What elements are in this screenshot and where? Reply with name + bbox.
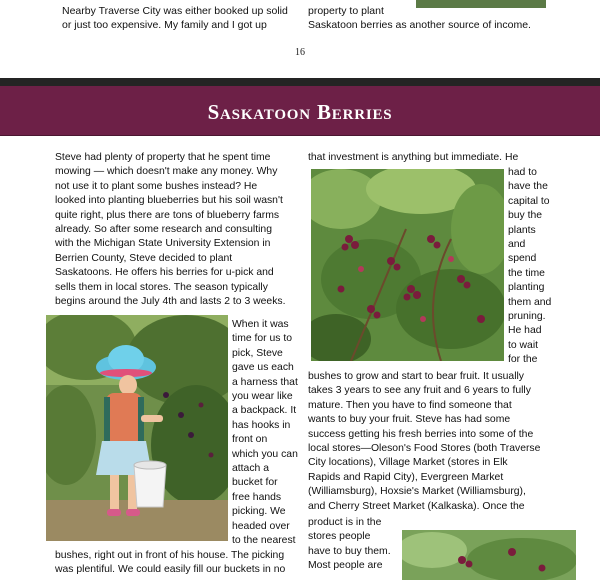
text-line: already. So after some research and consulting (55, 224, 272, 236)
previous-page-left-text (62, 4, 288, 32)
text-line: which you can (232, 448, 298, 460)
text-line: Saskatoon berries as another source of income. (308, 19, 531, 31)
text-line: looked into planting blueberries but his soil wasn't (55, 195, 283, 207)
text-line: sells them in local stores. The season typically (55, 281, 268, 293)
text-line: picking. We (232, 506, 286, 518)
text-line: City locations), Village Market (stores in Elk (308, 457, 508, 469)
text-line: capital to (508, 195, 550, 207)
page-divider (0, 78, 600, 86)
text-line: attach a (232, 463, 269, 475)
text-line: stores people (308, 531, 371, 543)
text-line: front on (232, 434, 268, 446)
page-number: 16 (295, 47, 305, 58)
text-line: with the Michigan State University Extension in (55, 238, 271, 250)
column-1-intro (55, 151, 285, 309)
text-line: Saskatoons. He offers his berries for u-pick and (55, 267, 274, 279)
text-line: (Williamsburg), Hoxsie's Market (Williamsburg), (308, 486, 526, 498)
text-line: headed over (232, 520, 290, 532)
text-line: has hooks in (232, 419, 291, 431)
text-line: time for us to (232, 333, 293, 345)
previous-page-right-text (308, 4, 531, 32)
text-line: to wait (508, 339, 539, 351)
text-line: buy the (508, 210, 543, 222)
text-line: or just too expensive. My family and I got up (62, 19, 267, 31)
text-line: planting (508, 282, 545, 294)
text-line: plants (508, 224, 536, 236)
text-line: and Cherry Street Market (Kalkaska). Once the (308, 500, 525, 512)
text-line: Rapids and Rapid City), Evergreen Market (308, 471, 504, 483)
text-line: mowing — which doesn't make any money. Why (55, 166, 278, 178)
text-line: When it was (232, 319, 289, 330)
text-line: Steve had plenty of property that he spent time (55, 152, 271, 163)
column-2-first-line (308, 151, 518, 165)
text-line: pick, Steve (232, 347, 283, 359)
text-line: was plentiful. We could easily fill our buckets in no (55, 564, 286, 576)
article-title-banner (0, 86, 600, 136)
column-2-bottom-text (308, 516, 391, 574)
text-line: that investment is anything but immediate. He (308, 152, 519, 163)
text-line: local stores—Oleson's Food Stores (both Traverse (308, 443, 541, 455)
text-line: success getting his fresh berries into some of the (308, 428, 534, 440)
text-line: have the (508, 181, 548, 193)
text-line: to the nearest (232, 535, 296, 547)
child-picking-photo (46, 315, 228, 541)
text-line: have to buy them. (308, 545, 391, 557)
text-line: spend (508, 253, 537, 265)
text-line: property to plant (308, 5, 384, 17)
text-line: bushes to grow and start to bear fruit. It usually (308, 371, 525, 382)
text-line: Berrien County, Steve decided to plant (55, 252, 233, 264)
column-2-middle-text (308, 370, 540, 514)
text-line: bushes, right out in front of his house. The picking (55, 550, 285, 561)
text-line: Most people are (308, 560, 383, 572)
text-line: Nearby Traverse City was either booked up solid (62, 5, 288, 17)
text-line: mature. Then you have to find someone that (308, 399, 512, 411)
berries-closeup-photo (402, 530, 576, 580)
text-line: product is in the (308, 517, 382, 528)
text-line: a harness that (232, 376, 298, 388)
text-line: a backpack. It (232, 405, 297, 417)
text-line: begins around the July 4th and lasts 2 to 3 weeks. (55, 296, 286, 308)
text-line: pruning. (508, 311, 546, 323)
text-line: you wear like (232, 391, 293, 403)
text-line: quite right, plus there are tons of blueberry farms (55, 209, 280, 221)
column-1-side-text (232, 318, 298, 549)
text-line: for the (508, 354, 538, 366)
previous-page-fragment (0, 0, 600, 78)
column-2-side-text (508, 166, 551, 368)
berry-bush-photo (311, 169, 504, 361)
text-line: had to (508, 167, 537, 178)
text-line: and (508, 239, 526, 251)
text-line: free hands (232, 491, 282, 503)
text-line: not use it to plant some bushes instead? He (55, 180, 258, 192)
text-line: gave us each (232, 362, 294, 374)
text-line: He had (508, 325, 542, 337)
text-line: them and (508, 296, 552, 308)
text-line: wants to buy your fruit. Steve has had some (308, 414, 511, 426)
text-line: takes 3 years to see any fruit and 6 years to fully (308, 385, 531, 397)
text-line: the time (508, 267, 545, 279)
text-line: bucket for (232, 477, 278, 489)
article-title: Saskatoon Berries (207, 100, 393, 124)
column-1-bottom-text (55, 549, 285, 578)
